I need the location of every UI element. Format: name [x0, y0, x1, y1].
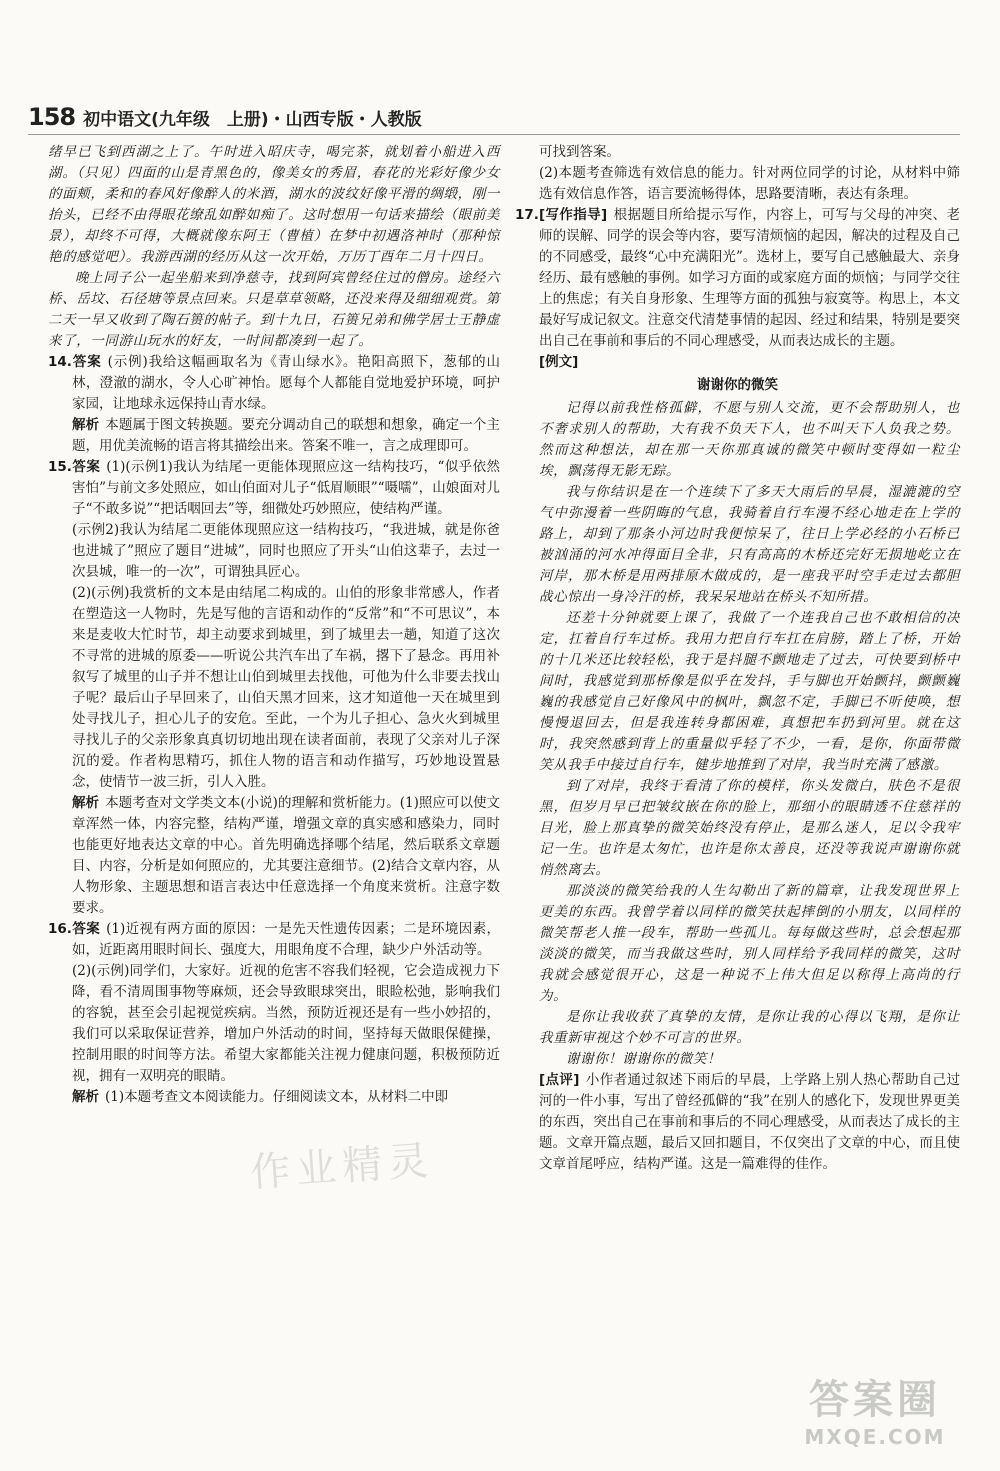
- page-number: 158: [28, 103, 76, 131]
- analysis-tag: 解析: [72, 1089, 99, 1105]
- left-column: [48, 142, 500, 1108]
- writing-guide-tag: [写作指导]: [539, 207, 608, 223]
- review: [点评] 小作者通过叙述下雨后的早晨，上学路上别人热心帮助自己过河的一件小事，写出了曾经孤僻的“我”在别人的感化下，发现世界更美的东西，突出自己在事前和事后的不同心理感受，从而表达了成长的主题。文章开篇点题，最后又回扣题目，不仅突出了文章的中心，而且使文章首尾呼应，结构严谨。这是一篇难得的佳作。: [539, 1072, 961, 1172]
- q17-guide: 17.[写作指导] 根据题目所给提示写作，内容上，可写与父母的冲突、老师的误解、同学的误会等内容，要写清烦恼的起因，解决的过程及自己的不同感受，最终“心中充满阳光”。选材上，要写自己感触最大、亲身经历、最有感触的事例。如学习方面的或家庭方面的烦恼；与同学交往上的焦虑；有关自身形象、生理等方面的孤独与寂寞等。构思上，本文最好写成记叙文。注意交代清楚事情的起因、经过和结果，特别是要突出自己在事前和事后的不同心理感受，从而表达成长的主题。: [515, 207, 960, 349]
- answer-tag: 答案: [72, 354, 102, 370]
- q16-number: 16.: [48, 921, 72, 937]
- essay-title: 谢谢你的微笑: [697, 377, 778, 393]
- essay-paragraph-2: 我与你结识是在一个连续下了多天大雨后的早晨，湿漉漉的空气中弥漫着一些阴晦的气息，我骑着自行车漫不经心地走在上学的路上，却到了那条小河边时我便惊呆了，往日上学必经的小石桥已被汹涌的河水冲得面目全非，只有高高的木桥还完好无损地屹立在河岸，那木桥是用两排原木做成的，是一座我平时空手走过去都胆战心惊出一身冷汗的桥，我呆呆地站在桥头不知所措。: [539, 484, 960, 605]
- watermark-url: MXQE.COM: [804, 1425, 946, 1449]
- essay-paragraph-5: 那淡淡的微笑给我的人生勾勒出了新的篇章，让我发现世界上更美的东西。我曾学着以同样的微笑扶起摔倒的小朋友，以同样的微笑帮老人推一段车，帮助一些孤儿。每每做这些时，总会想起那淡淡的微笑，而当我做这些时，别人同样给予我同样的微笑，这时我就会感觉很开心，这是一种说不上伟大但足以称得上高尚的行为。: [539, 883, 960, 1004]
- q16-analysis: 解析 (1)本题考查文本阅读能力。仔细阅读文本，从材料二中即: [72, 1089, 449, 1105]
- translation-cont-1: 绪早已飞到西湖之上了。午时进入昭庆寺，喝完茶，就划着小船进入西湖。（只见）四面的山是青黑色的，像美女的秀眉，春花的光彩好像少女的面颊，柔和的春风好像醉人的米酒，湖水的波纹好像平滑的绸缎，刚一抬头，已经不由得眼花缭乱如醉如痴了。这时想用一句话来描绘（眼前美景），却终不可得，大概就像东阿王（曹植）在梦中初遇洛神时（那种惊艳的感觉吧）。我游西湖的经历从这一次开始，万历丁酉年二月十四日。: [48, 144, 500, 265]
- q15-number: 15.: [48, 459, 72, 475]
- watermark-logo: 答案圈: [809, 1377, 941, 1423]
- q14-answer: 14.答案 (示例)我给这幅画取名为《青山绿水》。艳阳高照下，葱郁的山林，澄澈的湖水，令人心旷神怡。愿每个人都能自觉地爱护环境，呵护家园，让地球永远保持山青水绿。: [48, 354, 500, 412]
- q16-analysis-cont: 可找到答案。: [539, 144, 620, 160]
- q15-answer-1: 15.答案 (1)(示例1)我认为结尾一更能体现照应这一结构技巧，“似乎依然害怕”与前文多处照应，如山伯面对儿子“低眉顺眼”“嗫嚅”，山娘面对儿子“不敢多说”“把话咽回去”等，细微处巧妙照应，使结构严谨。: [48, 459, 500, 517]
- answer-tag: 答案: [72, 459, 101, 475]
- analysis-tag: 解析: [72, 417, 100, 433]
- q16-analysis-2: (2)本题考查筛选有效信息的能力。针对两位同学的讨论，从材料中筛选有效信息作答，语言要流畅得体，思路要清晰，表达有条理。: [539, 165, 960, 202]
- q14-analysis: 解析 本题属于图文转换题。要充分调动自己的联想和想象，确定一个主题，用优美流畅的语言将其描绘出来。答案不唯一，言之成理即可。: [72, 417, 501, 454]
- right-column: [515, 142, 960, 1175]
- q15-analysis: 解析 本题考查对文学类文本(小说)的理解和赏析能力。(1)照应可以使文章浑然一体，内容完整，结构严谨，增强文章的真实感和感染力，同时也能更好地表达文章的中心。首先明确选择哪个结尾，然后联系文章题目、内容，分析是如何照应的，尤其要注意细节。(2)结合文章内容，从人物形象、主题思想和语言表达中任意选择一个角度来赏析。注意字数要求。: [72, 795, 501, 916]
- review-tag: [点评]: [539, 1072, 580, 1088]
- book-title: 初中语文(九年级 上册)・山西专版・人教版: [83, 109, 422, 130]
- q16-answer-1: 16.答案 (1)近视有两方面的原因：一是先天性遗传因素；二是环境因素，如，近距离用眼时间长、强度大，用眼角度不合理，缺少户外活动等。: [48, 921, 501, 958]
- essay-paragraph-7: 谢谢你！谢谢你的微笑！: [566, 1051, 722, 1067]
- q16-answer-2: (2)(示例)同学们，大家好。近视的危害不容我们轻视，它会造成视力下降，看不清周围事物等麻烦，还会导致眼球突出，眼睑松弛，影响我们的容貌，甚至会引起视觉疾病。当然，预防近视还是有一些小妙招的，我们可以采取保证营养，增加户外活动的时间，坚持每天做眼保健操，控制用眼的时间等方法。希望大家都能关注视力健康问题，积极预防近视，拥有一双明亮的眼睛。: [72, 963, 500, 1084]
- essay-paragraph-4: 到了对岸，我终于看清了你的模样，你头发微白，肤色不是很黑，但岁月早已把皱纹嵌在你的脸上，那细小的眼睛透不住慈祥的目光，脸上那真挚的微笑始终没有停止，是那么迷人，足以令我牢记一生。也许是太匆忙，也许是你太善良，还没等我说声谢谢你就悄然离去。: [539, 778, 960, 878]
- page-header: [28, 100, 422, 134]
- translation-cont-2: 晚上同子公一起坐船来到净慈寺，找到阿宾曾经住过的僧房。途经六桥、岳坟、石径塘等景点回来。只是草草领略，还没来得及细细观赏。第二天一早又收到了陶石篑的帖子。到十九日，石篑兄弟和佛学居士王静虚来了，一同游山玩水的好友，一时间都凑到一起了。: [48, 270, 500, 349]
- q17-number: 17.: [515, 207, 539, 223]
- example-label: [例文]: [539, 354, 579, 370]
- essay-paragraph-3: 还差十分钟就要上课了，我做了一个连我自己也不敢相信的决定，扛着自行车过桥。我用力把自行车扛在肩膀，踏上了桥，开始的十几米还比较轻松，我于是抖腿不颤地走了过去，可快要到桥中间时，我感觉到那桥像是似乎在发抖，手与脚也开始颤抖，颤颤巍巍的我感觉自己好像风中的枫叶，飘忽不定，手脚已不听使唤，想慢慢退回去，但是我连转身都困难，真想把车扔到河里。就在这时，我突然感到背上的重量似乎轻了不少，一看，是你，你面带微笑从我手中接过自行车，健步地推到了对岸，我当时充满了感激。: [539, 610, 960, 773]
- analysis-tag: 解析: [72, 795, 100, 811]
- corner-watermark: [790, 1359, 960, 1449]
- q15-answer-3: (2)(示例)我赏析的文本是由结尾二构成的。山伯的形象非常感人，作者在塑造这一人物时，先是写他的言语和动作的“反常”和“不可思议”，本来是麦收大忙时节，却主动要求到城里，到了城里去一趟，知道了这次不寻常的进城的原委——听说公共汽车出了车祸，撂下了悬念。再用补叙写了城里的山子并不想让山伯到城里去找他，可他为什么非要去找山子呢？最后山子早回来了，山伯天黑才回来，这才知道他一天在城里到处寻找儿子，担心儿子的安危。至此，一个为儿子担心、急火火到城里寻找儿子的父亲形象真真切切地出现在读者面前，表现了父亲对儿子深沉的爱。作者构思精巧，抓住人物的语言和动作描写，巧妙地设置悬念，使情节一波三折，引人入胜。: [72, 585, 500, 790]
- q15-answer-2: (示例2)我认为结尾二更能体现照应这一结构技巧，“我进城，就是你爸也进城了”照应了题目“进城”，同时也照应了开头“山伯这辈子，去过一次县城，唯一的一次”，可谓独具匠心。: [72, 522, 500, 580]
- center-watermark: 作业精灵: [248, 1137, 436, 1197]
- essay-paragraph-6: 是你让我收获了真挚的友情，是你让我的心得以飞翔，是你让我重新审视这个妙不可言的世界。: [539, 1009, 960, 1046]
- answer-tag: 答案: [72, 921, 101, 937]
- essay-paragraph-1: 记得以前我性格孤僻，不愿与别人交流，更不会帮助别人，也不奢求别人的帮助，大有我不负天下人，也不叫天下人负我之势。然而这种想法，却在那一天你那真诚的微笑中顿时变得如一粒尘埃，飘荡得无影无踪。: [539, 400, 960, 479]
- q14-number: 14.: [48, 354, 72, 370]
- header-rule: [28, 134, 960, 135]
